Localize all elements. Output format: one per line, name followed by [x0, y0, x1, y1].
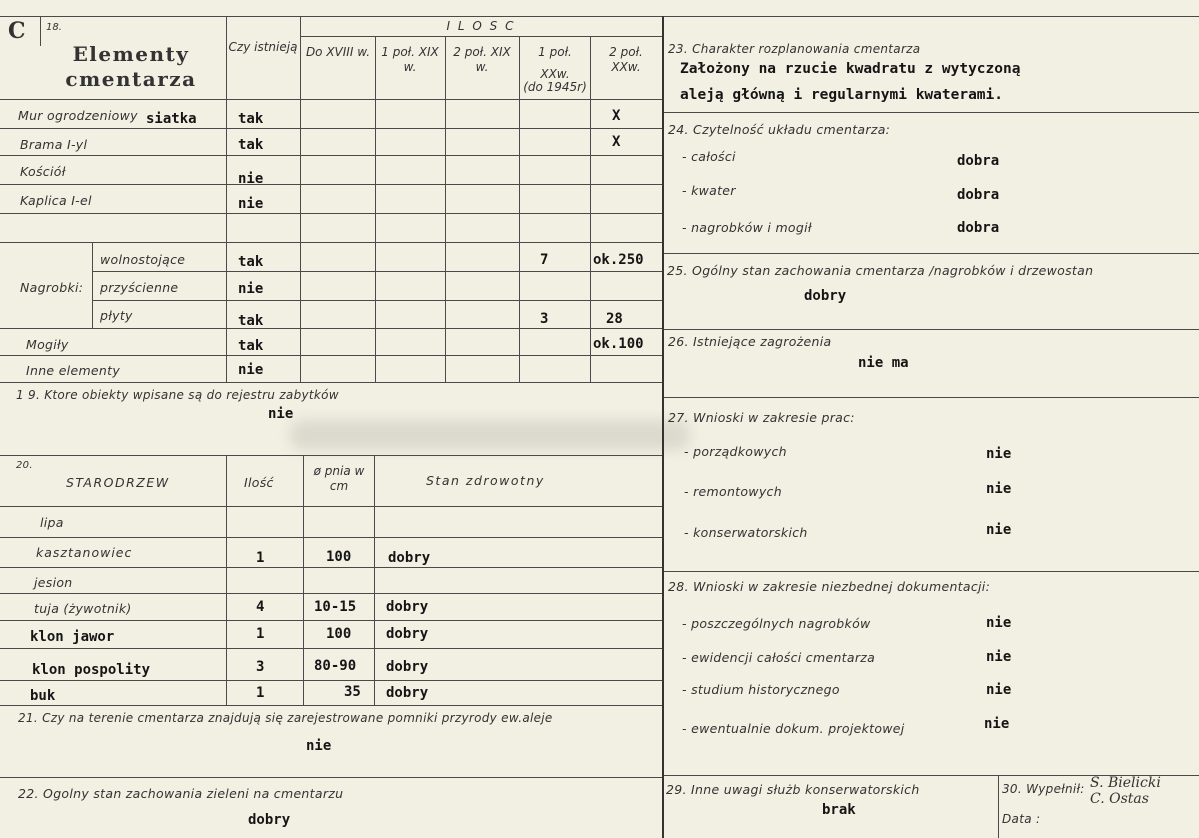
s20-col-pnia: ø pnia w cm: [313, 464, 365, 493]
col-line: [226, 455, 227, 705]
s28-item-value: nie: [986, 682, 1012, 698]
title-line1: Elementy: [72, 42, 190, 66]
plyty-2xx: 28: [606, 311, 623, 327]
s21-value: nie: [306, 738, 332, 754]
row-label-mogily: Mogiły: [26, 337, 69, 352]
s21-label: 21. Czy na terenie cmentarza znajdują się zarejestrowane pomniki przyrody ew.aleje: [18, 711, 553, 725]
s22-label: 22. Ogolny stan zachowania zieleni na cmentarzu: [18, 786, 344, 801]
s24-item-value: dobra: [957, 220, 1000, 236]
s27-item-value: nie: [986, 481, 1012, 497]
row-line: [0, 128, 662, 129]
title-line2: cmentarza: [65, 67, 197, 91]
row-line: [0, 680, 662, 681]
wolno-1xx: 7: [540, 252, 549, 268]
tree-ilosc: 1: [256, 550, 265, 566]
s28-item-label: - poszczególnych nagrobków: [682, 616, 871, 631]
header-2xix: 2 poł. XIX w.: [453, 45, 511, 74]
header-ilosc: I L O S C: [446, 19, 516, 33]
tree-name: klon pospolity: [32, 662, 151, 678]
row-line: [664, 397, 1199, 398]
row-line: [92, 300, 662, 301]
tree-ilosc: 4: [256, 599, 265, 615]
row-label-kosciol: Kościół: [20, 164, 66, 179]
mogily-2xx: ok.100: [593, 336, 644, 352]
row-line: [0, 777, 662, 778]
s27-label: 27. Wnioski w zakresie prac:: [668, 410, 855, 425]
row-line: [0, 593, 662, 594]
brama-2xx: X: [612, 134, 621, 150]
plyty-1xx: 3: [540, 311, 549, 327]
s24-item-value: dobra: [957, 187, 1000, 203]
s24-item-value: dobra: [957, 153, 1000, 169]
tree-pnia: 10-15: [314, 599, 357, 615]
tree-stan: dobry: [388, 550, 431, 566]
s28-item-value: nie: [986, 649, 1012, 665]
inne-czy: nie: [238, 362, 264, 378]
s25-value: dobry: [804, 288, 847, 304]
s24-item-label: - kwater: [682, 183, 736, 198]
row-line: [0, 620, 662, 621]
wolno-czy: tak: [238, 254, 264, 270]
tree-ilosc: 3: [256, 659, 265, 675]
s23-line2: aleją główną i regularnymi kwaterami.: [680, 87, 1004, 103]
mur-2xx: X: [612, 108, 621, 124]
header-czy: Czy istnieją: [228, 40, 298, 54]
s28-label: 28. Wnioski w zakresie niezbednej dokumentacji:: [668, 579, 991, 594]
col-line: [998, 775, 999, 838]
col-line: [374, 455, 375, 705]
header-1xx-c: (do 1945r): [523, 80, 587, 94]
top-border: [0, 16, 1199, 17]
s26-value: nie ma: [858, 355, 909, 371]
row-line: [0, 99, 662, 100]
s29-value: brak: [822, 802, 856, 818]
row-line: [0, 537, 662, 538]
tree-name: tuja (żywotnik): [34, 601, 132, 616]
s27-item-label: - remontowych: [684, 484, 782, 499]
row-label-mur: Mur ogrodzeniowy: [18, 108, 138, 123]
row-line: [664, 112, 1199, 113]
tree-stan: dobry: [386, 626, 429, 642]
row-line: [92, 271, 662, 272]
row-line: [664, 253, 1199, 254]
s28-item-value: nie: [986, 615, 1012, 631]
brama-czy: tak: [238, 137, 264, 153]
s23-label: 23. Charakter rozplanowania cmentarza: [668, 42, 921, 56]
s24-item-label: - całości: [682, 149, 736, 164]
row-line: [0, 455, 662, 456]
row-line: [664, 329, 1199, 330]
header-xviii: Do XVIII w.: [305, 45, 371, 59]
s27-item-value: nie: [986, 446, 1012, 462]
row-label-plyty: płyty: [100, 308, 133, 323]
s28-item-label: - ewidencji całości cmentarza: [682, 650, 876, 665]
section-number: 18.: [46, 22, 62, 33]
center-divider: [662, 16, 664, 838]
row-line: [664, 571, 1199, 572]
s30-label: 30. Wypełnił:: [1002, 782, 1085, 796]
col-line: [445, 36, 446, 382]
s30-signature-1: S. Bielicki: [1090, 775, 1161, 791]
row-line: [0, 328, 662, 329]
mogily-czy: tak: [238, 338, 264, 354]
kaplica-czy: nie: [238, 196, 264, 212]
tree-name: klon jawor: [30, 629, 115, 645]
s24-label: 24. Czytelność układu cmentarza:: [668, 122, 891, 137]
data-label: Data :: [1002, 812, 1041, 826]
tree-name: jesion: [34, 575, 73, 590]
tree-pnia: 100: [326, 626, 352, 642]
s20-col-ilosc: Ilość: [244, 475, 274, 490]
tree-stan: dobry: [386, 659, 429, 675]
plyty-czy: tak: [238, 313, 264, 329]
s20-number: 20.: [16, 460, 33, 471]
s19-label: 1 9. Ktore obiekty wpisane są do rejestru zabytków: [16, 388, 339, 402]
s22-value: dobry: [248, 812, 291, 828]
header-2xx: 2 poł. XXw.: [609, 45, 643, 74]
s28-item-label: - studium historycznego: [682, 682, 840, 697]
col-line: [92, 242, 93, 328]
s29-label: 29. Inne uwagi służb konserwatorskich: [666, 782, 920, 797]
section-letter: C: [8, 18, 26, 44]
row-line: [0, 705, 662, 706]
s24-item-label: - nagrobków i mogił: [682, 220, 812, 235]
row-line: [0, 213, 662, 214]
tree-pnia: 35: [344, 684, 361, 700]
kosciol-czy: nie: [238, 171, 264, 187]
smudge: [290, 420, 690, 450]
tree-ilosc: 1: [256, 626, 265, 642]
row-line: [0, 648, 662, 649]
tree-stan: dobry: [386, 685, 429, 701]
row-line: [0, 355, 662, 356]
header-1xix: 1 poł. XIX w.: [381, 45, 439, 74]
tree-stan: dobry: [386, 599, 429, 615]
s28-item-label: - ewentualnie dokum. projektowej: [682, 721, 905, 736]
s20-col-stan: Stan zdrowotny: [426, 473, 545, 488]
row-line: [0, 184, 662, 185]
row-label-kaplica: Kaplica I-el: [20, 193, 92, 208]
s27-item-label: - konserwatorskich: [684, 525, 808, 540]
row-line: [0, 567, 662, 568]
row-line: [0, 242, 662, 243]
header-1xx-a: 1 poł.: [538, 45, 572, 59]
row-label-przysc: przyścienne: [100, 280, 179, 295]
col-line: [375, 36, 376, 382]
row-line: [0, 382, 662, 383]
mur-czy: tak: [238, 111, 264, 127]
tree-name: kasztanowiec: [36, 545, 133, 560]
row-line: [300, 36, 662, 37]
s28-item-value: nie: [984, 716, 1010, 732]
tree-ilosc: 1: [256, 685, 265, 701]
row-line: [0, 155, 662, 156]
s23-line1: Założony na rzucie kwadratu z wytyczoną: [680, 61, 1021, 77]
mur-extra: siatka: [146, 111, 197, 127]
s20-title: STARODRZEW: [66, 475, 170, 490]
s26-label: 26. Istniejące zagrożenia: [668, 334, 832, 349]
row-line: [0, 506, 662, 507]
s25-label: 25. Ogólny stan zachowania cmentarza /nagrobków i drzewostan: [667, 263, 1094, 278]
row-label-wolno: wolnostojące: [100, 252, 186, 267]
s27-item-value: nie: [986, 522, 1012, 538]
header-1xx-b: XXw.: [540, 67, 570, 81]
tree-pnia: 100: [326, 549, 352, 565]
row-label-brama: Brama I-yl: [20, 137, 88, 152]
tree-name: buk: [30, 688, 56, 704]
row-label-nagrobki: Nagrobki:: [20, 280, 84, 295]
s27-item-label: - porządkowych: [684, 444, 787, 459]
s19-value: nie: [268, 406, 294, 422]
tree-pnia: 80-90: [314, 658, 357, 674]
s30-signature-2: C. Ostas: [1090, 791, 1149, 807]
row-label-inne: Inne elementy: [26, 363, 121, 378]
wolno-2xx: ok.250: [593, 252, 644, 268]
przysc-czy: nie: [238, 281, 264, 297]
tree-name: lipa: [40, 515, 64, 530]
